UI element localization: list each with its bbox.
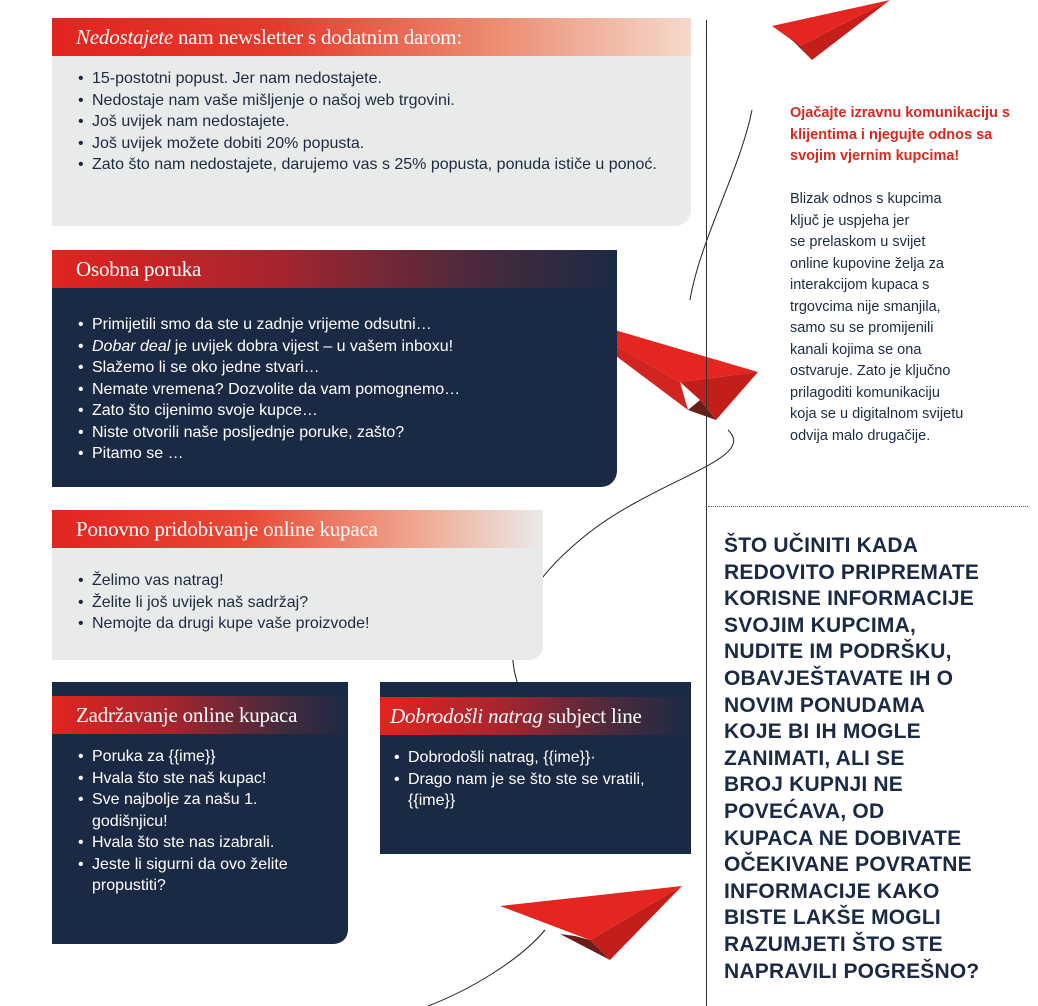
welcome-back-card (380, 682, 691, 854)
sidebar-body: Blizak odnos s kupcima ključ je uspjeha jer se prelaskom u svijet online kupovine želja za interakcijom kupaca s trgovcima nije smanjila, samo su se promijenili kanali kojima se ona ostvaruje. Zato je ključno prilagoditi komunikaciju koja se u digitalnom svijetu odvija malo drugačije. (790, 191, 964, 444)
list-item: • Nemojte da drugi kupe vaše proizvode! (78, 613, 525, 635)
title-italic-part: Nedostajete (76, 24, 173, 49)
vertical-divider (706, 20, 707, 1006)
list-item: • Želimo vas natrag! (78, 570, 525, 592)
welcome-back-list (380, 735, 691, 812)
newsletter-list (52, 56, 691, 176)
newsletter-card (52, 18, 691, 226)
list-item: • Hvala što ste naš kupac! (78, 768, 336, 790)
personal-message-card-title: Osobna poruka (52, 250, 617, 288)
sidebar-highlight: Ojačajte izravnu komunikaciju s klijentima i njegujte odnos sa svojim vjernim kupcima! (790, 105, 1010, 164)
list-item: • Nedostaje nam vaše mišljenje o našoj web trgovini. (78, 90, 673, 112)
regain-customers-card-title: Ponovno pridobivanje online kupaca (52, 510, 543, 548)
list-item: • Dobrodošli natrag, {{ime}}· (394, 747, 651, 769)
list-item: • Zato što cijenimo svoje kupce… (78, 400, 599, 422)
list-item: • Sve najbolje za našu 1. godišnjicu! (78, 789, 336, 832)
list-item: • Nemate vremena? Dozvolite da vam pomognemo… (78, 379, 599, 401)
paper-plane-icon (772, 0, 890, 60)
personal-message-card (52, 250, 617, 487)
sidebar-question: ŠTO UČINITI KADA REDOVITO PRIPREMATE KORISNE INFORMACIJE SVOJIM KUPCIMA, NUDITE IM PODRŠKU, OBAVJEŠTAVATE IH O NOVIM PONUDAMA KOJE BI IH MOGLE ZANIMATI, ALI SE BROJ KUPNJI NE POVEĆAVA, OD KUPACA NE DOBIVATE OČEKIVANE POVRATNE INFORMACIJE KAKO BISTE LAKŠE MOGLI RAZUMJETI ŠTO STE NAPRAVILI POGREŠNO? (724, 534, 980, 983)
retain-customers-card (52, 682, 348, 944)
title-rest-part: nam newsletter s dodatnim darom: (172, 24, 463, 49)
paper-plane-icon (500, 886, 682, 960)
list-item: • Primijetili smo da ste u zadnje vrijeme odsutni… (78, 314, 599, 336)
deal-italic-part: Dobar deal (92, 337, 171, 355)
newsletter-card-title (52, 18, 691, 56)
list-item: • Niste otvorili naše posljednje poruke, zašto? (78, 422, 599, 444)
list-item: • Još uvijek možete dobiti 20% popusta. (78, 133, 673, 155)
retain-customers-card-title: Zadržavanje online kupaca (52, 696, 348, 734)
dotted-divider (708, 506, 1028, 507)
list-item: • Jeste li sigurni da ovo želite propustiti? (78, 854, 336, 897)
list-item (78, 336, 599, 358)
retain-customers-list (52, 734, 348, 897)
list-item: • Još uvijek nam nedostajete. (78, 111, 673, 133)
list-item: • Želite li još uvijek naš sadržaj? (78, 592, 525, 614)
flight-path-curve (428, 930, 545, 1006)
list-item: • Poruka za {{ime}} (78, 746, 336, 768)
list-item: • Hvala što ste nas izabrali. (78, 832, 336, 854)
personal-message-list (52, 288, 617, 465)
welcome-back-card-title (380, 697, 691, 735)
title-rest-part: subject line (542, 703, 642, 728)
list-item: • Pitamo se … (78, 443, 599, 465)
regain-customers-list (52, 548, 543, 635)
list-item: • Drago nam je se što ste se vratili, {{ime}} (394, 769, 651, 812)
deal-rest-part: je uvijek dobra vijest – u vašem inboxu! (170, 337, 454, 355)
list-item: • 15-postotni popust. Jer nam nedostajete. (78, 68, 673, 90)
title-italic-part: Dobrodošli natrag (390, 703, 543, 728)
regain-customers-card (52, 510, 543, 660)
list-item: • Slažemo li se oko jedne stvari… (78, 357, 599, 379)
list-item: • Zato što nam nedostajete, darujemo vas s 25% popusta, ponuda ističe u ponoć. (78, 154, 673, 176)
flight-path-curve (690, 110, 752, 300)
